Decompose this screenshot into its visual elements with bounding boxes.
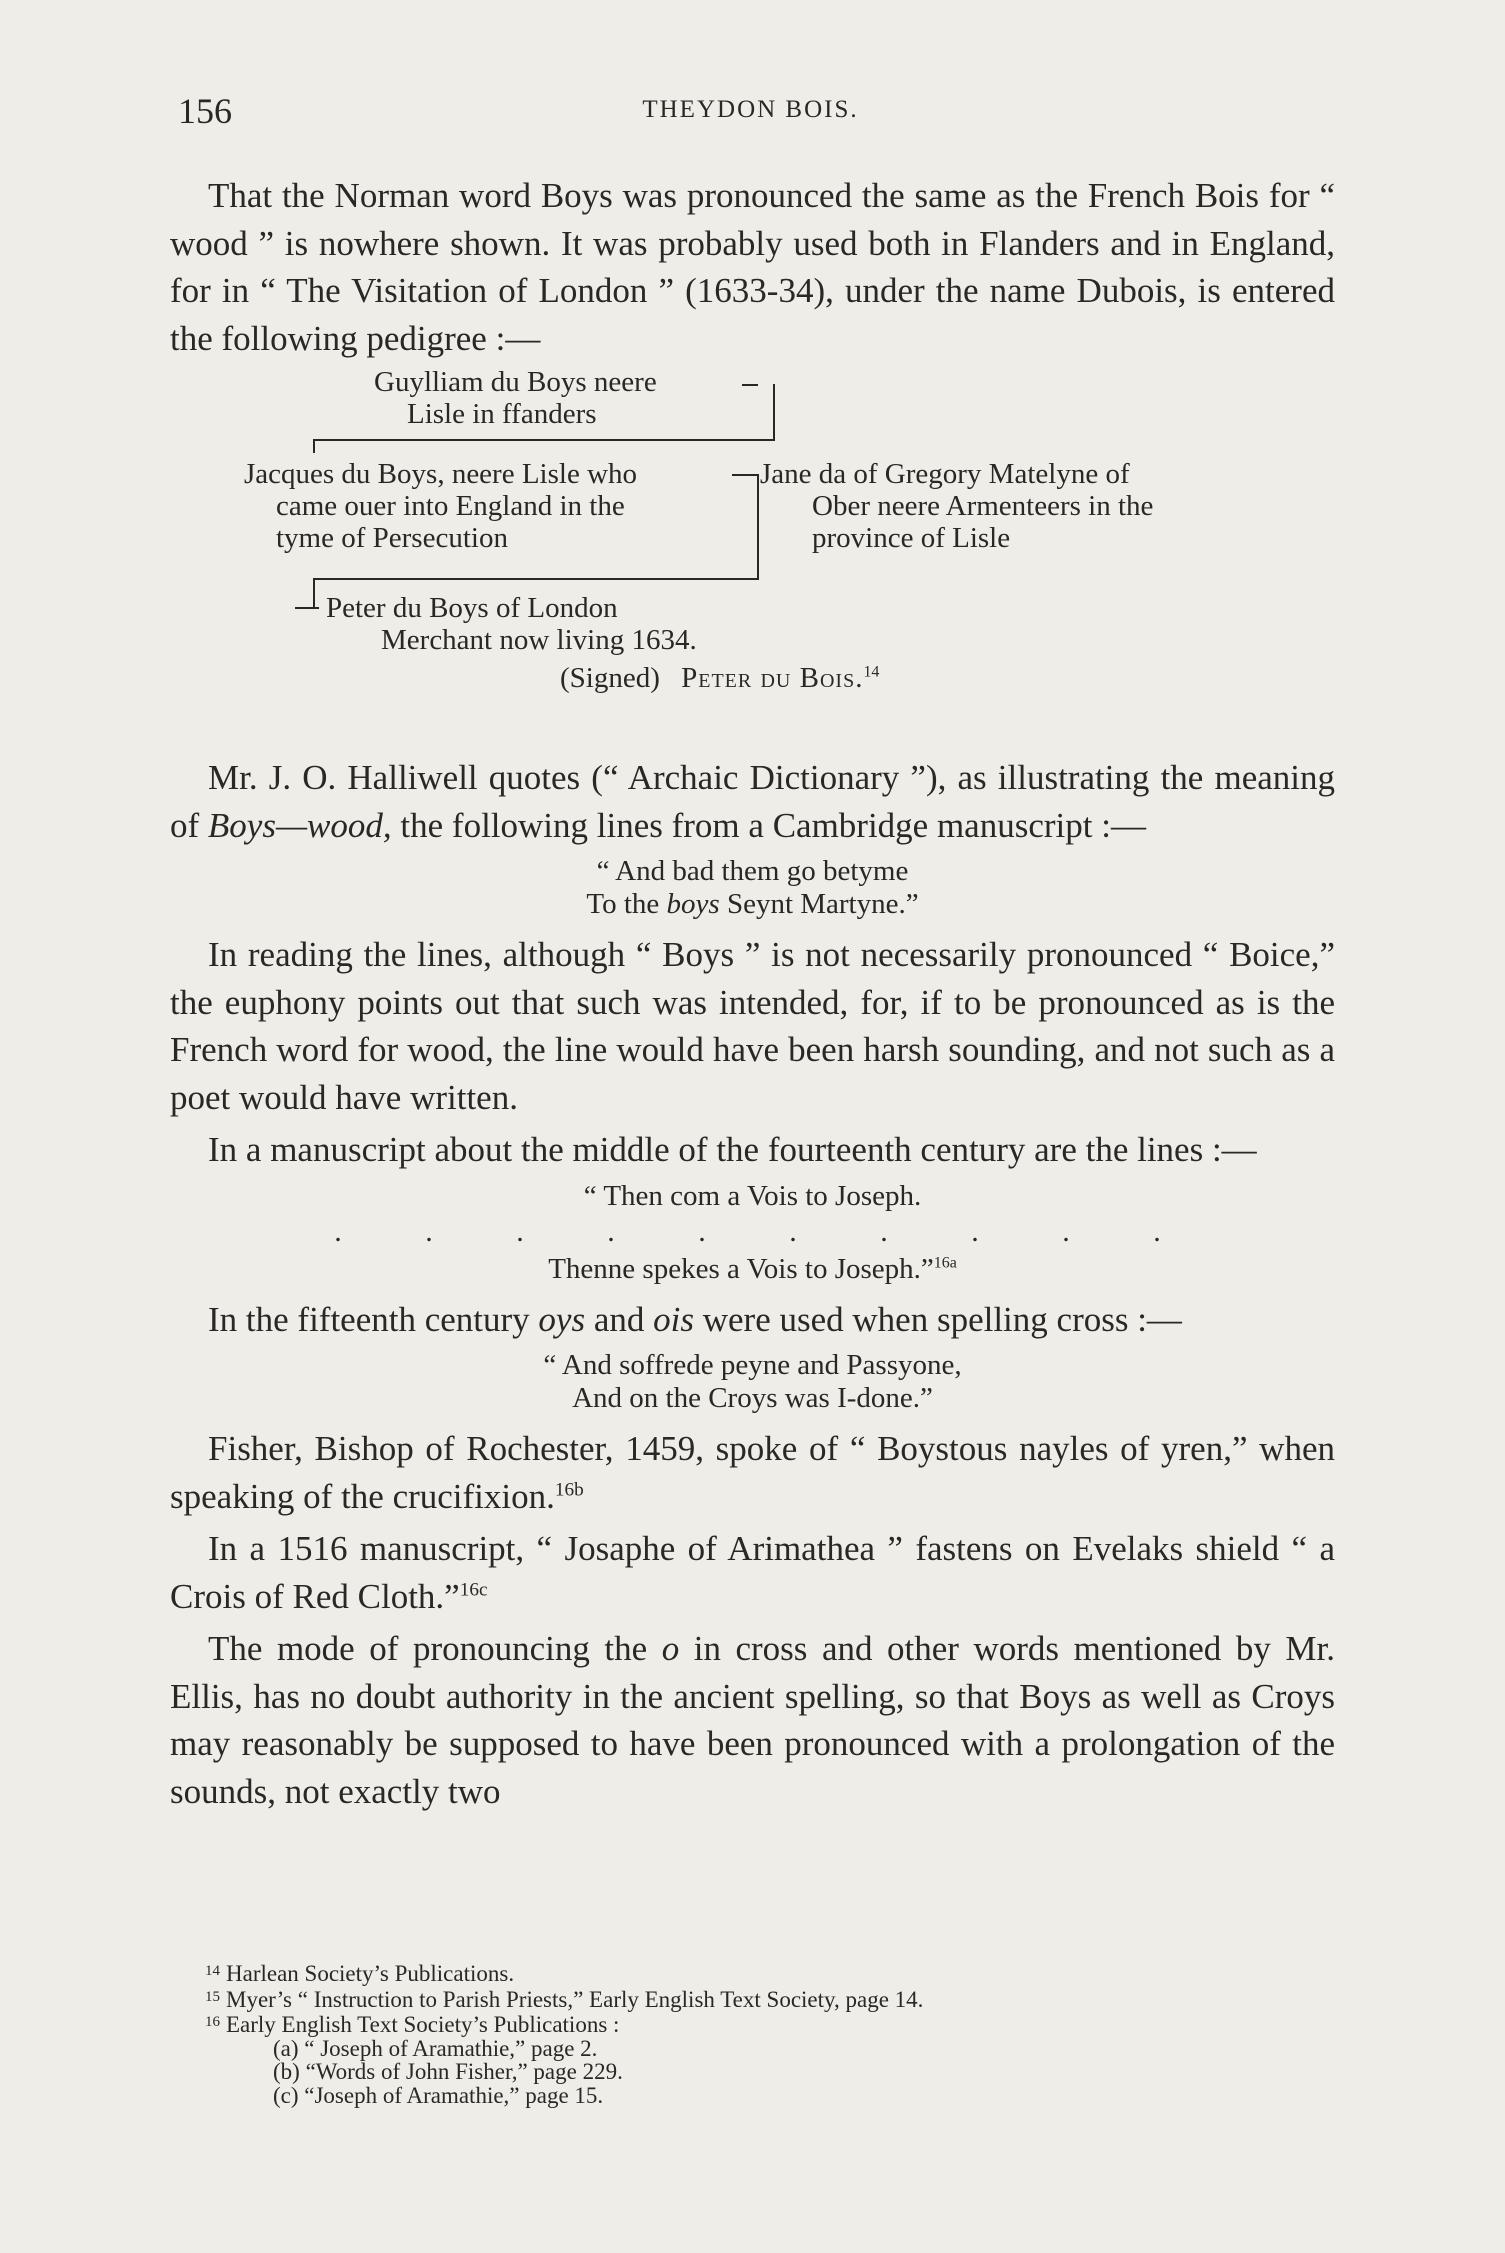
- paragraph-halliwell: [170, 754, 1335, 849]
- verse-line: “ And bad them go betyme: [596, 855, 909, 887]
- verse-ellipsis-dots: . . . . . . . . . .: [334, 1214, 1199, 1248]
- footnote-ref: 16a: [933, 1253, 957, 1271]
- footnote-ref: 16b: [554, 1478, 584, 1500]
- page-number: 156: [178, 91, 232, 131]
- pedigree-jacques-line1: Jacques du Boys, neere Lisle who: [244, 458, 638, 490]
- signed-footnote-ref: 14: [863, 663, 880, 681]
- verse-text: Seynt Martyne.”: [719, 888, 919, 920]
- footnote-number: 14: [205, 1963, 220, 1979]
- footnote-text: Myer’s “ Instruction to Parish Priests,” Early English Text Society, page 14.: [226, 1986, 924, 2012]
- verse-line: “ Then com a Vois to Joseph.: [583, 1179, 922, 1212]
- footnote-text: Harlean Society’s Publications.: [226, 1961, 515, 1986]
- pedigree-line-horizontal: [313, 439, 775, 441]
- footnote-14: [205, 1960, 1305, 1986]
- paragraph-fisher: [170, 1425, 1335, 1520]
- pedigree-line-drop: [313, 439, 315, 453]
- text-run: in cross and other words mentioned by Mr. Ellis, has no doubt authority in the ancient spelling, so that Boys as well as Croys may reasonably be supposed to have been pronounced with a prolongation of the sounds, not exactly two: [170, 1629, 1335, 1811]
- paragraph-reading-lines: In reading the lines, although “ Boys ” is not necessarily pronounced “ Boice,” the euphony points out that such was intended, for, if to be pronounced as is the French word for wood, the line would have been harsh sounding, and not such as a poet would have written.: [170, 935, 1335, 1117]
- pedigree-jane-line2: Ober neere Armenteers in the: [812, 490, 1154, 522]
- text-run: and: [585, 1299, 654, 1339]
- footnote-text: Early English Text Society’s Publications :: [226, 2012, 620, 2037]
- pedigree-chart: [170, 364, 1335, 754]
- footnotes: [205, 1960, 1305, 2107]
- verse-line: “ And soffrede peyne and Passyone,: [543, 1349, 962, 1381]
- pedigree-line-drop: [313, 578, 315, 608]
- pedigree-marriage-tick: [295, 607, 319, 609]
- paragraph-josaphe: [170, 1525, 1335, 1620]
- signed-label: (Signed): [560, 662, 660, 694]
- footnote-number: 16: [205, 2014, 220, 2030]
- pedigree-peter-line2: Merchant now living 1634.: [381, 624, 697, 656]
- footnote-15: [205, 1986, 1305, 2012]
- text-run: The mode of pronouncing the: [208, 1629, 662, 1668]
- verse-joseph: [170, 1180, 1335, 1286]
- running-head: THEYDON BOIS.: [642, 96, 859, 123]
- pedigree-line-vertical: [773, 384, 775, 439]
- verse-cambridge: [170, 855, 1335, 921]
- pedigree-guylliam-line2: Lisle in ffanders: [407, 398, 597, 430]
- text-run: were used when spelling cross :—: [693, 1299, 1182, 1339]
- footnote-16b: (b) “Words of John Fisher,” page 229.: [273, 2059, 623, 2084]
- pedigree-marriage-tick: [732, 474, 758, 476]
- verse-text: To the: [586, 888, 667, 920]
- italic-run: ois: [653, 1299, 694, 1339]
- halliwell-italic: Boys—wood,: [207, 805, 392, 845]
- verse-line: [170, 888, 1335, 921]
- text-run: In a 1516 manuscript, “ Josaphe of Arimathea ” fastens on Evelaks shield “ a Crois of Red Cloth.”: [170, 1529, 1335, 1616]
- footnote-16a: (a) “ Joseph of Aramathie,” page 2.: [273, 2035, 598, 2061]
- verse-line: And on the Croys was I-done.”: [572, 1382, 933, 1414]
- italic-run: oys: [538, 1299, 586, 1339]
- footnote-16c: (c) “Joseph of Aramathie,” page 15.: [273, 2082, 604, 2108]
- pedigree-jacques-line2: came ouer into England in the: [276, 490, 625, 522]
- pedigree-marriage-tick: [742, 384, 758, 386]
- verse-croys: [170, 1349, 1335, 1415]
- pedigree-line-horizontal: [313, 578, 759, 580]
- page-header: [178, 90, 1323, 140]
- pedigree-peter-line1: Peter du Boys of London: [326, 592, 618, 624]
- text-run: In the fifteenth century: [208, 1299, 539, 1339]
- italic-run: o: [661, 1629, 680, 1668]
- body-text: [170, 172, 1335, 1815]
- pedigree-jane-line1: Jane da of Gregory Matelyne of: [760, 458, 1130, 490]
- verse-italic: boys: [666, 888, 720, 920]
- paragraph-fifteenth-century: [170, 1296, 1335, 1344]
- verse-line: [170, 1253, 1335, 1286]
- footnote-16: [205, 2011, 1305, 2037]
- footnote-number: 15: [205, 1988, 220, 2005]
- pedigree-jacques-line3: tyme of Persecution: [276, 522, 508, 554]
- paragraph-mode-of-pronouncing: [170, 1625, 1335, 1815]
- paragraph-norman-word: That the Norman word Boys was pronounced the same as the French Bois for “ wood ” is nowhere shown. It was probably used both in Flanders and in England, for in “ The Visitation of London ” (1633-34), under the name Dubois, is entered the following pedigree :—: [170, 176, 1335, 358]
- signed-name: Peter du Bois.: [681, 662, 864, 694]
- text-run: Fisher, Bishop of Rochester, 1459, spoke of “ Boystous nayles of yren,” when speaking of the crucifixion.: [170, 1429, 1335, 1516]
- pedigree-jane-line3: province of Lisle: [812, 522, 1011, 554]
- pedigree-guylliam-line1: Guylliam du Boys neere: [374, 366, 657, 398]
- halliwell-text-1: Mr. J. O. Halliwell quotes (“ Archaic Dictionary ”), as illustrating the meaning of: [170, 758, 1335, 845]
- halliwell-text-2: the following lines from a Cambridge manuscript :—: [391, 805, 1146, 845]
- footnote-ref: 16c: [459, 1578, 488, 1600]
- pedigree-signature: [560, 662, 879, 694]
- verse-text: Thenne spekes a Vois to Joseph.”: [548, 1252, 934, 1285]
- pedigree-line-vertical: [757, 474, 759, 578]
- paragraph-fourteenth-century: In a manuscript about the middle of the fourteenth century are the lines :—: [208, 1130, 1257, 1169]
